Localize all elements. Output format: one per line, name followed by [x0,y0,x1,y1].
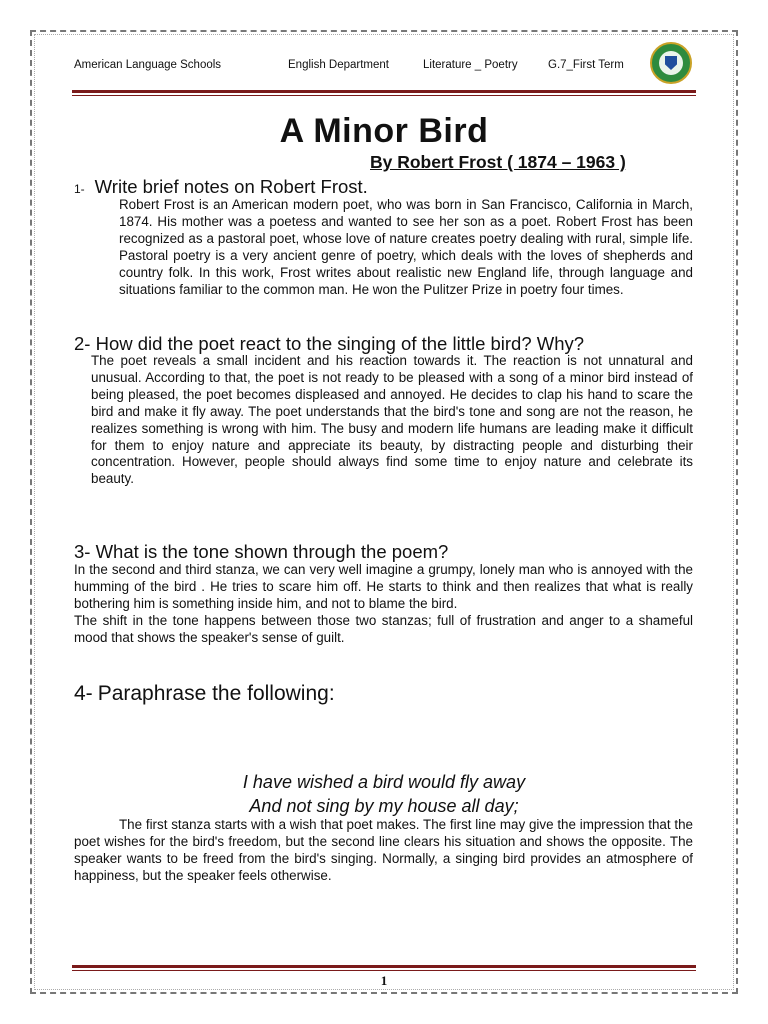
question-2: 2- How did the poet react to the singing of the little bird? Why? [74,333,585,354]
answer-3 [74,562,693,647]
footer-rule-thin [72,970,696,971]
question-3: 3- What is the tone shown through the poem? [74,541,449,562]
header-term: G.7_First Term [548,59,624,71]
answer-2-text: The poet reveals a small incident and his reaction towards it. The reaction is not unnatural and unusual. According to that, the poet is not ready to be pleased with a song of a minor bird instead of being pleased, the poet becomes displeased and annoyed. He decides to clap his hand to scare the bird and make it fly away. The poet understands that the bird's tone and song are not the reason, he realizes something is wrong with him. The busy and modern life humans are leading make it difficult for them to enjoy nature and appreciate its beauty, by distracting people and disturbing their concentration. However, people should always find some time to enjoy nature and celebrate its beauty. [91,353,693,487]
answer-4 [74,817,693,885]
byline: By Robert Frost ( 1874 – 1963 ) [370,152,626,172]
page-number: 1 [380,973,388,988]
answer-3-text-2: The shift in the tone happens between those two stanzas; full of frustration and anger to a shameful mood that shows the speaker's sense of guilt. [74,612,693,645]
poem-line-1: I have wished a bird would fly away [242,772,526,792]
footer-rule [72,965,696,968]
header-department: English Department [288,59,389,71]
question-1 [74,176,368,198]
page-title: A Minor Bird [279,112,489,150]
question-1-text: Write brief notes on Robert Frost. [94,176,368,197]
header-subject: Literature _ Poetry [423,59,518,71]
header-school: American Language Schools [74,59,222,71]
answer-3-text-1: In the second and third stanza, we can very well imagine a grumpy, lonely man who is annoyed with the humming of the bird . He tries to scare him off. He starts to think and then realizes that what is really bothering him is something inside him, and not to blame the bird. [74,562,693,611]
question-1-number: 1- [74,182,85,196]
answer-4-text: The first stanza starts with a wish that poet makes. The first line may give the impression that the poet wishes for the bird's freedom, but the second line clears his situation and shows the opposite. The speaker wants to be freed from the bird's singing. Normally, a singing bird provides an atmosphere of happiness, but the speaker feels otherwise. [74,817,693,883]
school-crest-icon [650,42,692,84]
question-4 [74,682,335,706]
header-rule-thin [72,95,696,96]
header-rule [72,90,696,93]
question-4-text: Paraphrase the following: [97,682,335,705]
poem-line-2: And not sing by my house all day; [249,796,519,816]
question-4-number: 4- [74,682,93,705]
answer-1 [119,197,693,298]
answer-1-text: Robert Frost is an American modern poet, who was born in San Francisco, California in March, 1874. His mother was a poetess and wanted to see her son as a poet. Robert Frost has been recognized as a pastoral poet, whose love of nature creates poetry dealing with rural, simple life. Pastoral poetry is a very ancient genre of poetry, which deals with the loves of shepherds and country folk. In this work, Frost writes about realistic new England life, through language and situations familiar to the common man. He won the Pulitzer Prize in poetry four times. [119,197,693,297]
answer-2 [91,353,693,488]
